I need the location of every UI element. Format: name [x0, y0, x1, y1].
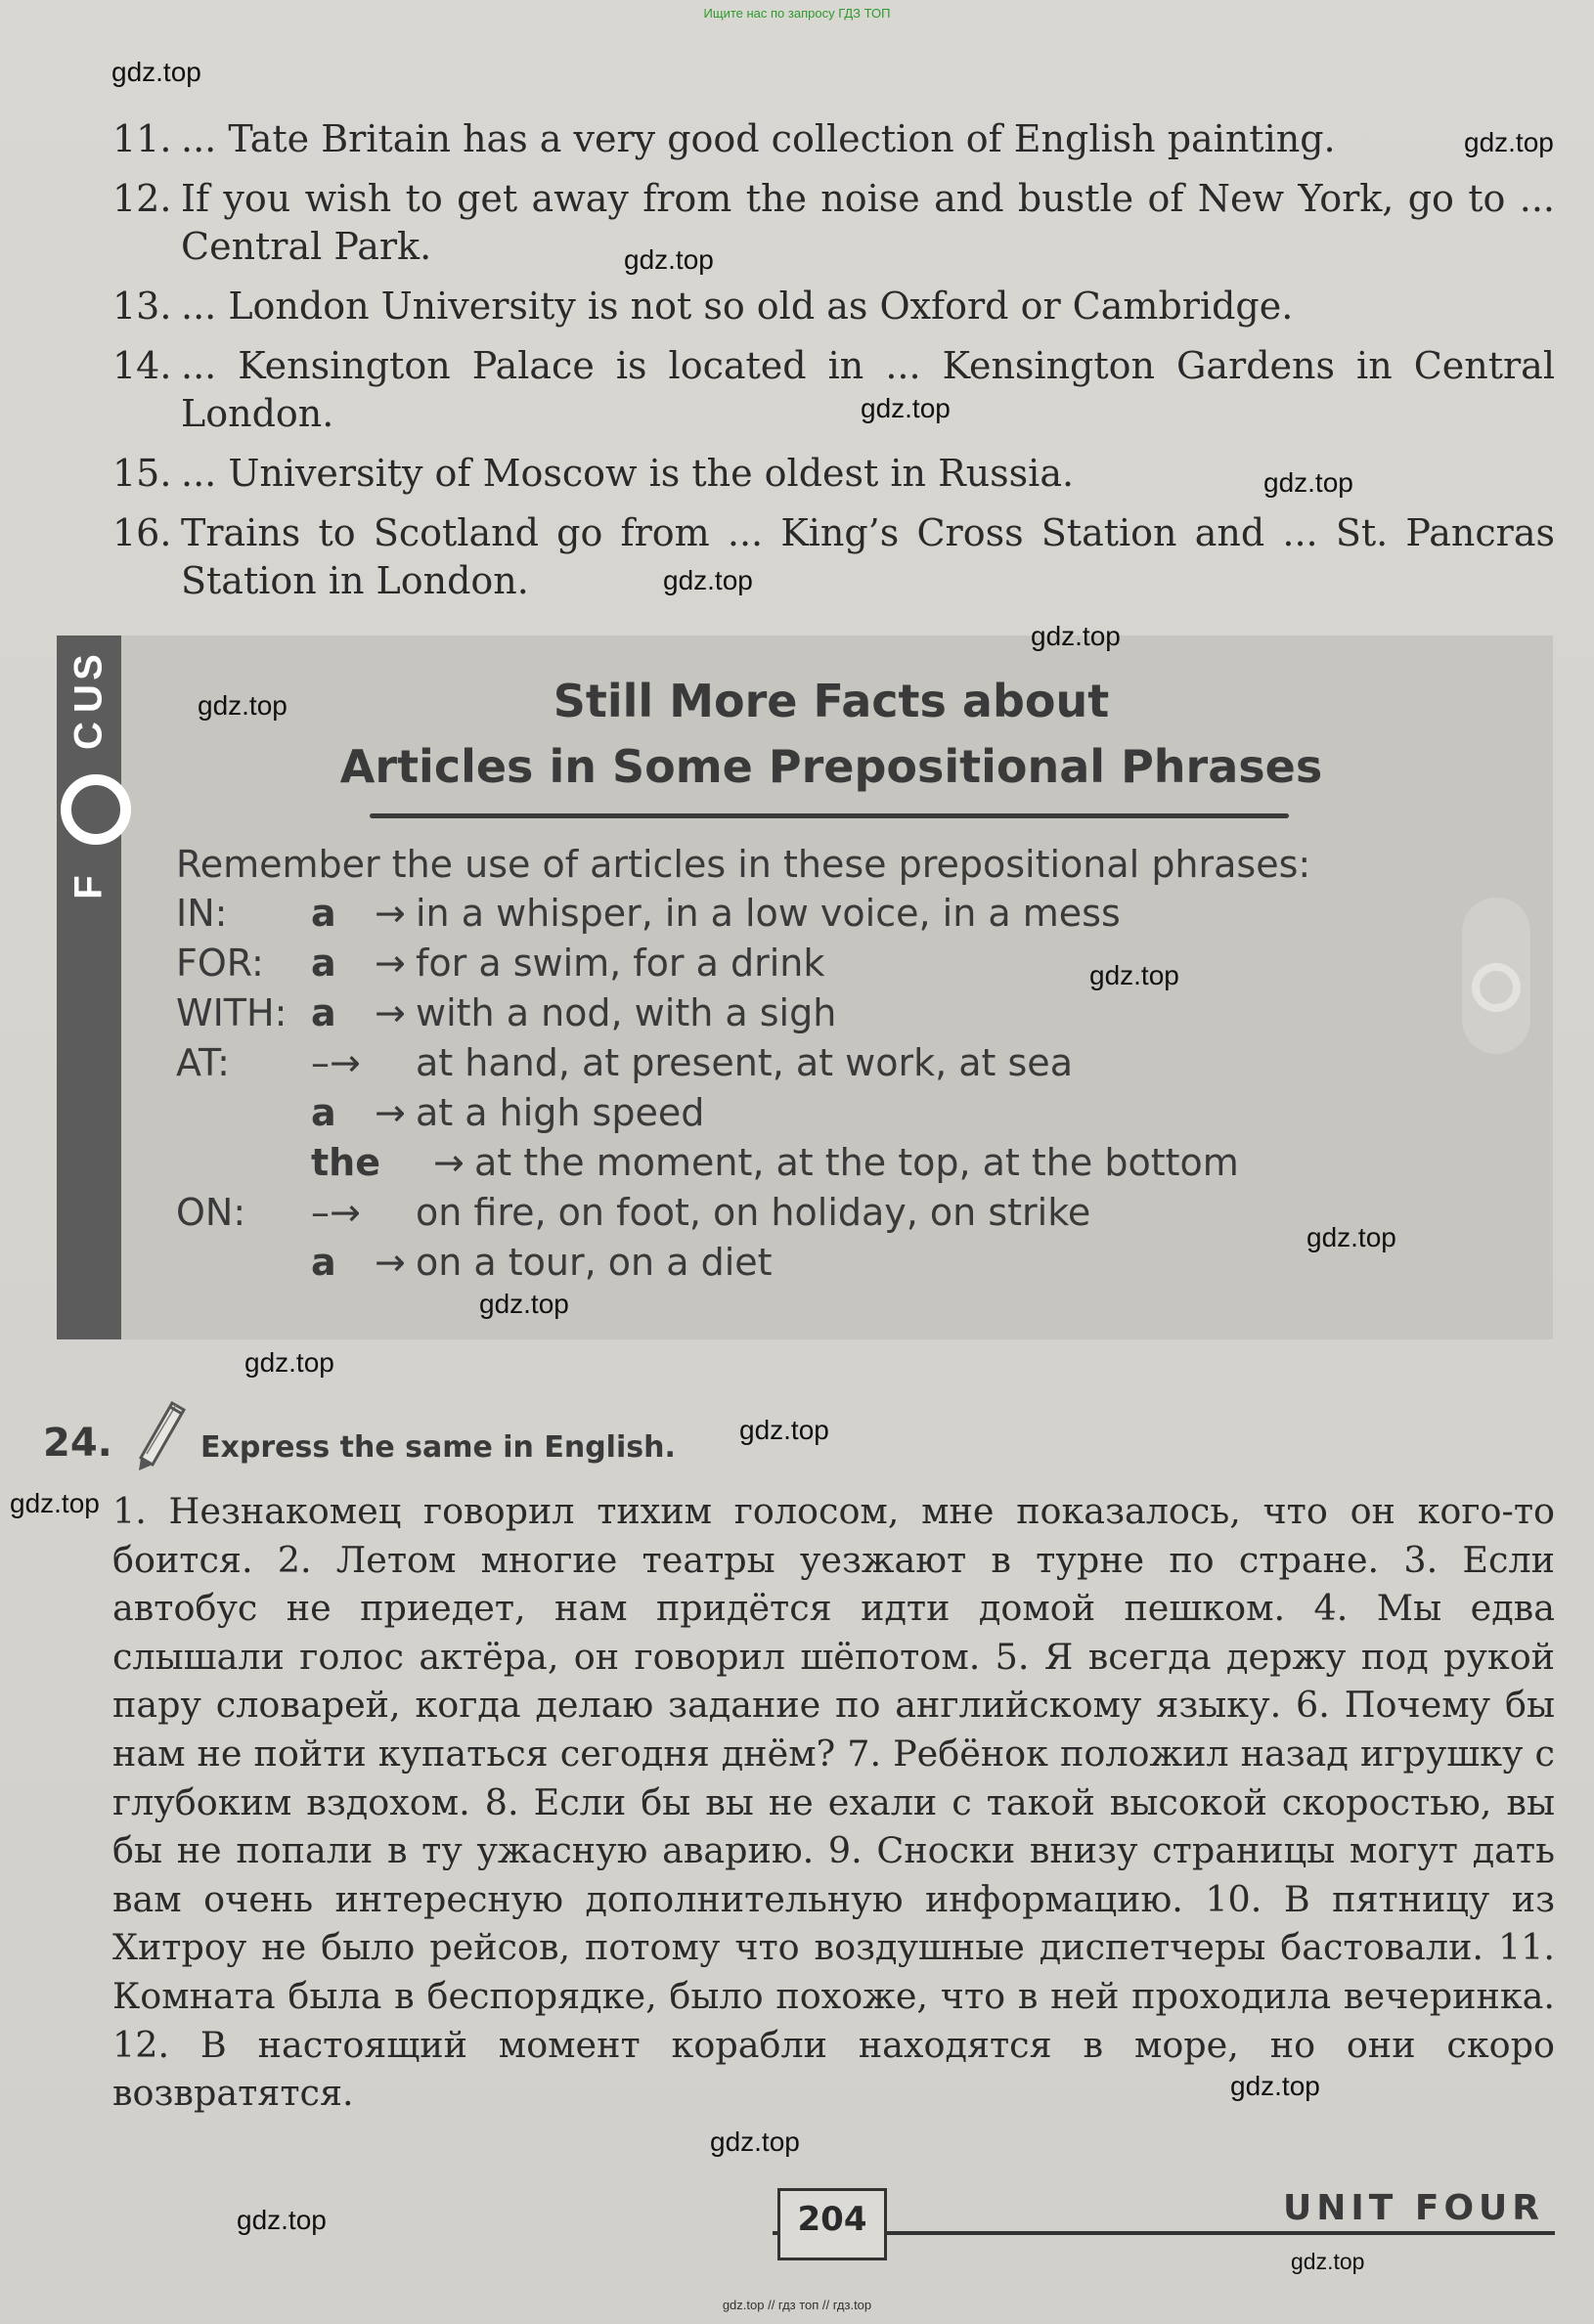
watermark: gdz.top [244, 1347, 334, 1378]
watermark: gdz.top [710, 2127, 800, 2157]
phrases: for a swim, for a drink [416, 942, 825, 985]
ghost-circle-icon [1472, 963, 1521, 1012]
arrow-icon: → [375, 942, 406, 985]
item-number: 14. [112, 344, 172, 387]
page-number: 204 [797, 2200, 867, 2239]
phrases: with a nod, with a sigh [416, 991, 837, 1034]
item-number: 16. [112, 511, 172, 554]
item-text: Trains to Scotland go from ... King’s Cross Station and ... St. Pancras Station in London. [181, 511, 1555, 602]
focus-title-underline [370, 813, 1289, 818]
article: a [311, 892, 336, 935]
exercise-24-body: 1. Незнакомец говорил тихим голосом, мне показалось, что он кого-то боится. 2. Летом многие театры уезжают в турне по стране. 3. Если автобус не приедет, нам придётся идти домой пешком. 4. Мы едва слышали голос актёра, он говорил шёпотом. 5. Я всегда держу под рукой пару словарей, когда делаю задание по английскому языку. 6. Почему бы нам не пойти купаться сегодня днём? 7. Ребёнок положил назад игрушку с глубоким вздохом. 8. Если бы вы не ехали с такой высокой скоростью, вы бы не попали в ту ужасную аварию. 9. Сноски внизу страницы могут дать вам очень интересную дополнительную информацию. 10. В пятницу из Хитроу не было рейсов, потому что воздушные диспетчеры бастовали. 11. Комната была в беспорядке, было похоже, что в ней проходила вечеринка. 12. В настоящий момент корабли находятся в море, но они скоро возвратятся. [112, 1490, 1555, 2115]
exercise-item-16 [112, 509, 1555, 605]
item-text: ... Kensington Palace is located in ... Kensington Gardens in Central London. [181, 344, 1555, 435]
exercise-24-number: 24. [43, 1421, 112, 1466]
item-text: ... Tate Britain has a very good collection of English painting. [181, 117, 1336, 160]
watermark: gdz.top [1263, 467, 1353, 498]
exercise-item-14 [112, 342, 1555, 438]
preposition: IN: [176, 892, 228, 935]
preposition: AT: [176, 1041, 230, 1084]
exercise-24-instruction: Express the same in English. [200, 1430, 676, 1465]
pencil-icon [127, 1393, 196, 1471]
focus-intro: Remember the use of articles in these prepositional phrases: [176, 843, 1311, 886]
preposition: WITH: [176, 991, 288, 1034]
article: a [311, 1241, 336, 1284]
item-number: 12. [112, 177, 172, 220]
watermark: gdz.top [663, 565, 753, 595]
focus-letter-u: U [66, 684, 111, 713]
watermark: gdz.top [1464, 127, 1554, 157]
item-number: 15. [112, 452, 172, 495]
phrases: at hand, at present, at work, at sea [416, 1041, 1073, 1084]
watermark: gdz.top [861, 393, 951, 423]
focus-letter-c: C [66, 722, 111, 750]
watermark: gdz.top [1291, 2249, 1365, 2274]
unit-label: UNIT FOUR [1283, 2188, 1544, 2228]
item-text: If you wish to get away from the noise and bustle of New York, go to ... Central Park. [181, 177, 1555, 268]
focus-letter-s: S [66, 654, 111, 680]
watermark: gdz.top [198, 690, 288, 721]
preposition: FOR: [176, 942, 264, 985]
exercise-item-11 [112, 115, 1555, 163]
preposition: ON: [176, 1191, 246, 1234]
item-text: ... University of Moscow is the oldest in Russia. [181, 452, 1075, 495]
phrases: on a tour, on a diet [416, 1241, 773, 1284]
watermark: gdz.top [237, 2205, 327, 2235]
zero-article-arrow-icon: –→ [311, 1041, 361, 1084]
arrow-icon: → [375, 1091, 406, 1134]
exercise-item-13 [112, 283, 1555, 330]
watermark: gdz.top [1230, 2071, 1320, 2101]
watermark: gdz.top [624, 244, 714, 275]
zero-article-arrow-icon: –→ [311, 1191, 361, 1234]
item-number: 11. [112, 117, 172, 160]
article: the [311, 1141, 380, 1184]
article: a [311, 942, 336, 985]
watermark: gdz.top [479, 1289, 569, 1319]
watermark: gdz.top [10, 1488, 100, 1518]
phrases: at a high speed [416, 1091, 705, 1134]
arrow-icon: → [433, 1141, 465, 1184]
top-banner: Ищите нас по запросу ГДЗ ТОП [703, 6, 891, 21]
arrow-icon: → [375, 1241, 406, 1284]
arrow-icon: → [375, 892, 406, 935]
phrases: in a whisper, in a low voice, in a mess [416, 892, 1121, 935]
watermark: gdz.top [1031, 621, 1121, 651]
footer-rule [773, 2231, 1555, 2235]
watermark: gdz.top [739, 1415, 829, 1445]
watermark: gdz.top [111, 57, 201, 87]
watermark: gdz.top [1306, 1222, 1396, 1252]
phrases: on fire, on foot, on holiday, on strike [416, 1191, 1091, 1234]
phrases: at the moment, at the top, at the bottom [474, 1141, 1239, 1184]
watermark: gdz.top [1089, 960, 1179, 990]
exercise-list [112, 115, 1555, 605]
bottom-banner: gdz.top // гдз топ // гдз.top [722, 2298, 872, 2312]
arrow-icon: → [375, 991, 406, 1034]
focus-title-line2: Articles in Some Prepositional Phrases [339, 740, 1323, 793]
focus-letter-f: F [66, 875, 111, 899]
item-number: 13. [112, 285, 172, 328]
item-text: ... London University is not so old as Oxford or Cambridge. [181, 285, 1294, 328]
article: a [311, 1091, 336, 1134]
exercise-item-12 [112, 175, 1555, 271]
article: a [311, 991, 336, 1034]
focus-o-circle-icon [61, 774, 131, 845]
focus-title-line1: Still More Facts about [553, 675, 1110, 727]
